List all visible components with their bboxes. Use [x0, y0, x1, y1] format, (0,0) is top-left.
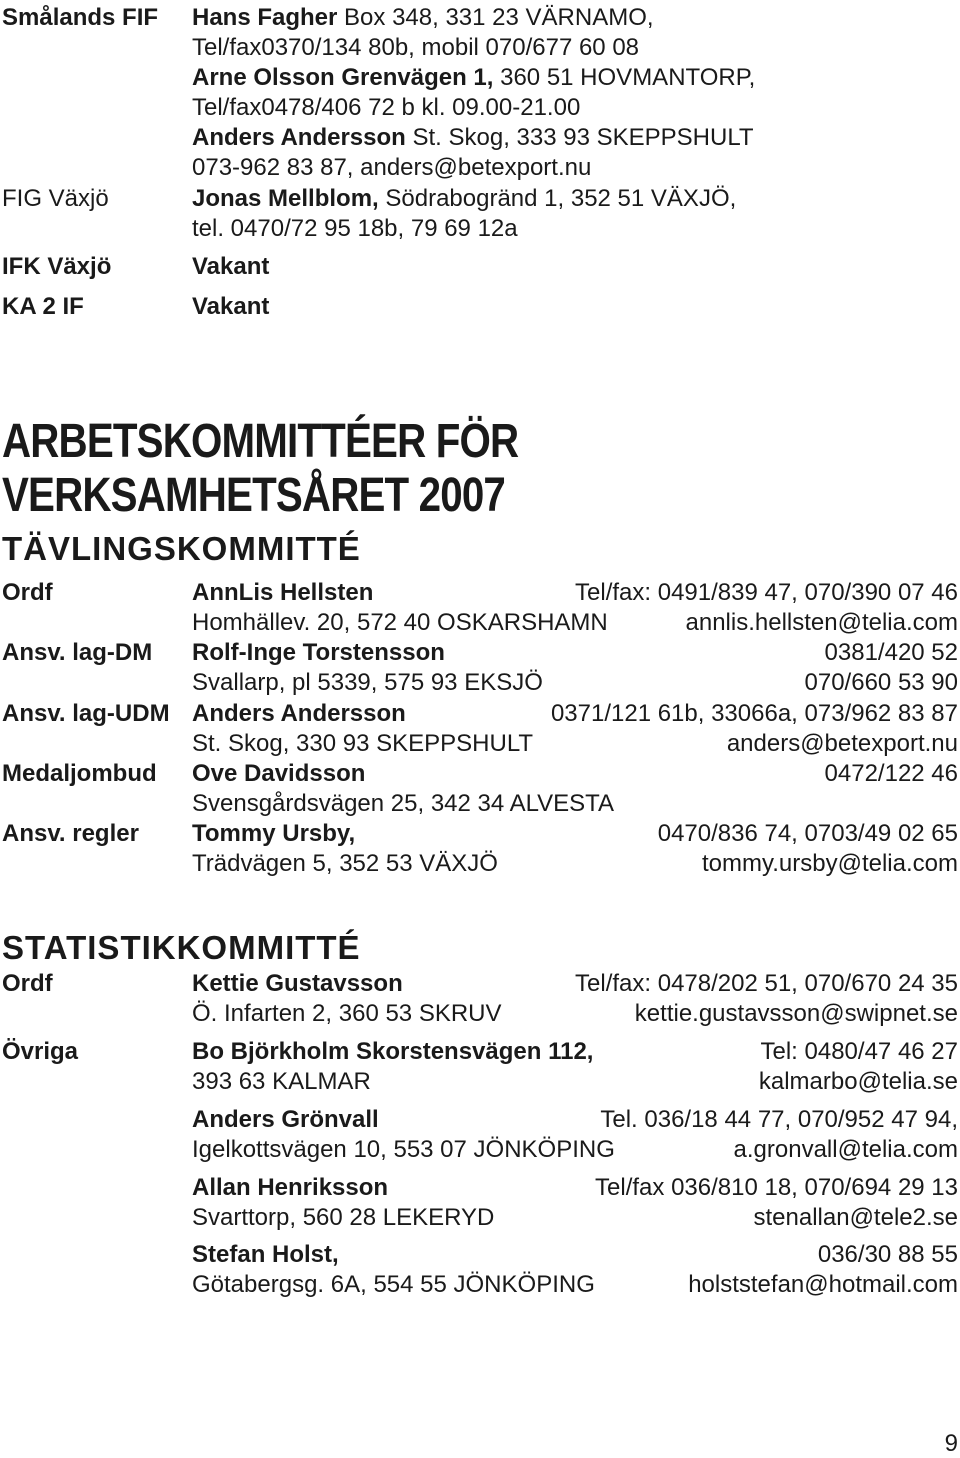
org-smalands: Smålands FIF — [2, 4, 159, 31]
member-contact: Tel/fax 036/810 18, 070/694 29 13 — [595, 1174, 958, 1201]
ka2-value: Vakant — [192, 293, 270, 320]
member-name: Anders Grönvall — [192, 1106, 379, 1133]
contact-name: Anders Andersson — [192, 124, 406, 151]
member-contact: Tel/fax: 0491/839 47, 070/390 07 46 — [575, 579, 958, 606]
main-heading-line-2: VERKSAMHETSÅRET 2007 — [2, 469, 506, 522]
smalands-line-6: 073-962 83 87, anders@betexport.nu — [192, 154, 592, 181]
member-contact: Tel: 0480/47 46 27 — [760, 1038, 958, 1065]
member-name: Ove Davidsson — [192, 760, 366, 787]
member-contact: 0371/121 61b, 33066a, 073/962 83 87 — [550, 700, 958, 727]
member-name: Bo Björkholm Skorstensvägen 112, — [192, 1038, 594, 1065]
contact-name: Hans Fagher — [192, 4, 338, 31]
fig-line-1 — [192, 184, 736, 214]
contact-address: 360 51 HOVMANTORP, — [493, 64, 756, 91]
member-address: Götabergsg. 6A, 554 55 JÖNKÖPING — [192, 1271, 595, 1298]
main-heading-line-1: ARBETSKOMMITTÉER FÖR — [2, 415, 519, 468]
contact-name: Jonas Mellblom, — [192, 185, 379, 212]
member-address: Svallarp, pl 5339, 575 93 EKSJÖ — [192, 669, 543, 696]
member-address: Igelkottsvägen 10, 553 07 JÖNKÖPING — [192, 1136, 615, 1163]
member-email: kettie.gustavsson@swipnet.se — [634, 1000, 958, 1027]
smalands-line-5 — [192, 123, 754, 153]
member-name: Kettie Gustavsson — [192, 970, 403, 997]
member-email: annlis.hellsten@telia.com — [685, 609, 958, 636]
member-email: tommy.ursby@telia.com — [702, 850, 958, 877]
contact-address: Södrabogränd 1, 352 51 VÄXJÖ, — [378, 185, 737, 212]
member-address: St. Skog, 330 93 SKEPPSHULT — [192, 730, 534, 757]
member-phone: 070/660 53 90 — [804, 669, 958, 696]
member-address: Svarttorp, 560 28 LEKERYD — [192, 1204, 495, 1231]
role-label: Ordf — [2, 970, 53, 997]
org-fig: FIG Växjö — [2, 185, 109, 212]
section-title-statistik: STATISTIKKOMMITTÉ — [2, 929, 361, 966]
smalands-line-4: Tel/fax0478/406 72 b kl. 09.00-21.00 — [192, 94, 581, 121]
member-email: a.gronvall@telia.com — [733, 1136, 958, 1163]
member-name: Tommy Ursby, — [192, 820, 356, 847]
member-email: kalmarbo@telia.se — [758, 1068, 958, 1095]
member-name: Rolf-Inge Torstensson — [192, 639, 445, 666]
member-address: Svensgårdsvägen 25, 342 34 ALVESTA — [192, 790, 615, 817]
member-address: Trädvägen 5, 352 53 VÄXJÖ — [192, 850, 498, 877]
member-email: holststefan@hotmail.com — [688, 1271, 958, 1298]
smalands-line-1 — [192, 3, 654, 33]
smalands-line-2: Tel/fax0370/134 80b, mobil 070/677 60 08 — [192, 34, 640, 61]
page-number: 9 — [944, 1430, 958, 1457]
contact-name: Arne Olsson Grenvägen 1, — [192, 64, 494, 91]
fig-line-2: tel. 0470/72 95 18b, 79 69 12a — [192, 215, 518, 242]
member-contact: 0381/420 52 — [824, 639, 958, 666]
member-address: 393 63 KALMAR — [192, 1068, 371, 1095]
member-name: Anders Andersson — [192, 700, 406, 727]
member-name: AnnLis Hellsten — [192, 579, 374, 606]
role-label: Medaljombud — [2, 760, 157, 787]
member-contact: 0472/122 46 — [824, 760, 958, 787]
member-address: Ö. Infarten 2, 360 53 SKRUV — [192, 1000, 502, 1027]
org-ifk: IFK Växjö — [2, 253, 112, 280]
contact-address: Box 348, 331 23 VÄRNAMO, — [337, 4, 654, 31]
member-name: Stefan Holst, — [192, 1241, 339, 1268]
role-label: Ansv. lag-UDM — [2, 700, 170, 727]
member-email: anders@betexport.nu — [726, 730, 958, 757]
org-ka2: KA 2 IF — [2, 293, 84, 320]
role-label: Övriga — [2, 1038, 79, 1065]
smalands-line-3 — [192, 63, 755, 93]
member-address: Homhällev. 20, 572 40 OSKARSHAMN — [192, 609, 608, 636]
section-title-tavling: TÄVLINGSKOMMITTÉ — [2, 530, 361, 567]
role-label: Ansv. lag-DM — [2, 639, 153, 666]
ifk-value: Vakant — [192, 253, 270, 280]
member-contact: Tel. 036/18 44 77, 070/952 47 94, — [600, 1106, 958, 1133]
member-contact: Tel/fax: 0478/202 51, 070/670 24 35 — [575, 970, 958, 997]
member-email: stenallan@tele2.se — [753, 1204, 958, 1231]
role-label: Ansv. regler — [2, 820, 139, 847]
member-contact: 0470/836 74, 0703/49 02 65 — [657, 820, 958, 847]
role-label: Ordf — [2, 579, 53, 606]
member-contact: 036/30 88 55 — [817, 1241, 958, 1268]
member-name: Allan Henriksson — [192, 1174, 389, 1201]
contact-address: St. Skog, 333 93 SKEPPSHULT — [405, 124, 754, 151]
